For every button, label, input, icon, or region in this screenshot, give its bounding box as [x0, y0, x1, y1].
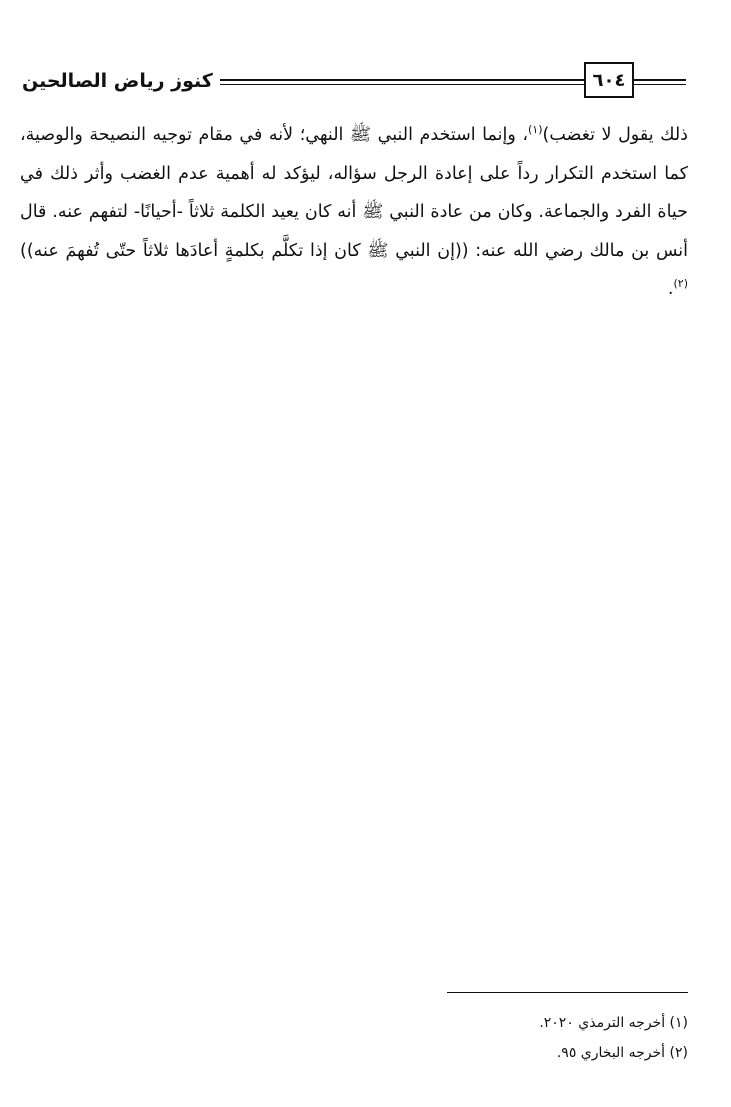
- page-number: ٦٠٤: [584, 62, 634, 98]
- text-segment: ، وإنما استخدم النبي ﷺ النهي؛ لأنه في مقام توجيه النصيحة والوصية، كما استخدم التكرار رداً على إعادة الرجل سؤاله، ليؤكد له أهمية عدم الغضب وأثر ذلك في حياة الفرد والجماعة. وكان من عادة النبي ﷺ أنه كان يعيد الكلمة ثلاثاً -أحيانًا- لتفهم عنه. قال أنس بن مالك رضي الله عنه: ((إن النبي ﷺ كان إذا تكلَّم بكلمةٍ أعادَها ثلاثاً حتّى تُفهمَ عنه)): [20, 125, 688, 261]
- paragraph: [20, 116, 688, 309]
- main-text: [20, 116, 688, 309]
- footnote-separator: [447, 992, 688, 993]
- book-title: كنوز رياض الصالحين: [22, 70, 213, 92]
- footnote-ref-1: (١): [528, 123, 543, 137]
- footnote-1: (١) أخرجه الترمذي ٢٠٢٠.: [539, 1015, 688, 1031]
- text-segment: .: [667, 279, 674, 299]
- footnotes: [300, 1008, 688, 1068]
- text-segment: ذلك يقول لا تغضب): [542, 125, 688, 145]
- footnote-2: (٢) أخرجه البخاري ٩٥.: [556, 1045, 688, 1061]
- header-rule-right: [634, 79, 686, 85]
- running-header: [22, 62, 686, 102]
- footnote-ref-2: (٢): [673, 277, 688, 291]
- header-rule: [220, 79, 585, 85]
